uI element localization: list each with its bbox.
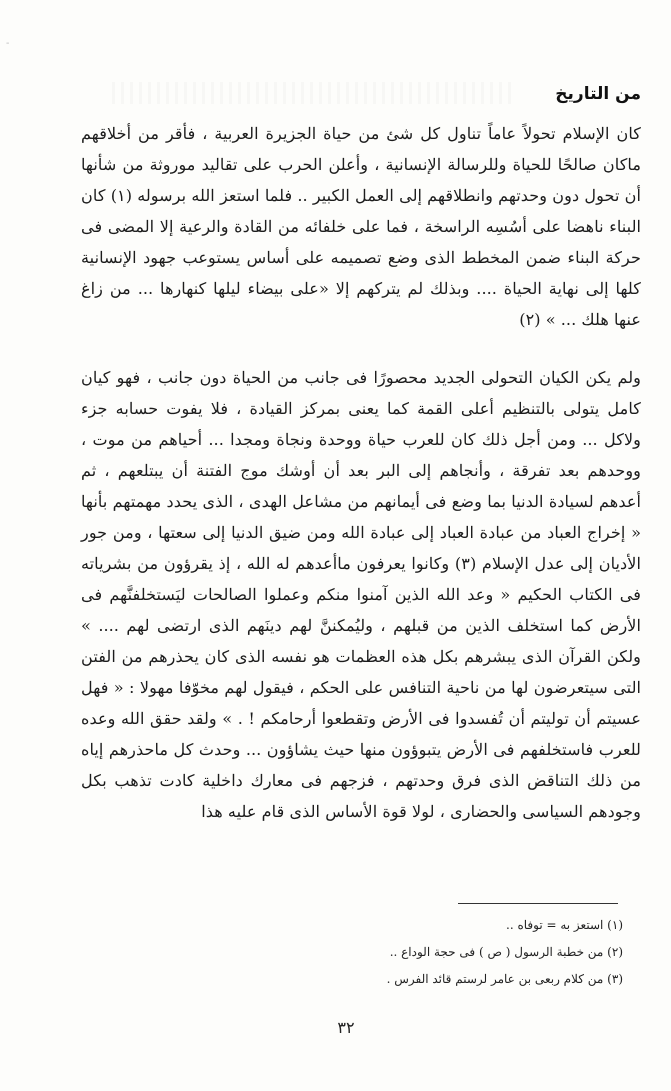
footnote-3: (٣) من كلام ربعى بن عامر لرستم قائد الفرس . bbox=[386, 972, 623, 986]
footnote-divider bbox=[458, 903, 618, 904]
footnote-1: (١) استعز به = توفاه .. bbox=[506, 918, 623, 932]
margin-mark: - bbox=[6, 38, 10, 49]
paragraph-1: كان الإسلام تحولاً عاماً تناول كل شئ من حياة الجزيرة العربية ، فأقر من أخلاقهم ماكان صالحًا للحياة وللرسالة الإنسانية ، وأعلن الحرب على تقاليد موروثة من شأنها أن تحول دون وحدتهم وانطلاقهم إلى العمل الكبير .. فلما استعز الله برسوله (١) كان البناء ناهضا على أسُسِه الراسخة ، فما على خلفائه من القادة والرعية إلا المضى فى حركة البناء ضمن المخطط الذى وضع تصميمه على أساس يستوعب جهود الإنسانية كلها إلى نهاية الحياة .... وبذلك لم يتركهم إلا «على بيضاء ليلها كنهارها ... من زاغ عنها هلك ... » (٢) bbox=[81, 124, 641, 329]
page-number: ٣٢ bbox=[337, 1018, 355, 1037]
section-heading: من التاريخ bbox=[555, 84, 641, 104]
paragraph-2: ولم يكن الكيان التحولى الجديد محصورًا فى جانب من الحياة دون جانب ، فهو كيان كامل يتولى بالتنظيم أعلى القمة كما يعنى بمركز القيادة ، فلا يفوت حسابه جزء ولاكل ... ومن أجل ذلك كان للعرب حياة ووحدة ونجاة ومجدا ... أحياهم من موت ، ووحدهم بعد تفرقة ، وأنجاهم إلى البر بعد أن أوشك موج الفتنة أن يبتلعهم ، ثم أعدهم لسيادة الدنيا بما وضع فى أيمانهم من مشاعل الهدى ، الذى يحدد مهمتهم بأنها « إخراج العباد من عبادة العباد إلى عبادة الله ومن ضيق الدنيا إلى سعتها ، ومن جور الأديان إلى عدل الإسلام (٣) وكانوا يعرفون ماأعدهم له الله ، إذ يقرؤون من بشرياته فى الكتاب الحكيم « وعد الله الذين آمنوا منكم وعملوا الصالحات ليَستخلفنَّهم فى الأرض كما استخلف الذين من قبلهم ، وليُمكننَّ لهم دينَهم الذى ارتضى لهم .... » ولكن القرآن الذى يبشرهم بكل هذه العظمات هو نفسه الذى كان يحذرهم من الفتن التى سيتعرضون لها من ناحية التنافس على الحكم ، فيقول لهم مخوّفا مهولا : « فهل عسيتم أن توليتم أن تُفسدوا فى الأرض وتقطعوا أرحامكم ! . » ولقد حقق الله وعده للعرب فاستخلفهم فى الأرض يتبوؤون منها حيث يشاؤون ... وحدث كل ماحذرهم إياه من ذلك التناقض الذى فرق وحدتهم ، فزجهم فى معارك داخلية كادت تذهب بكل وجودهم السياسى والحضارى ، لولا قوة الأساس الذى قام عليه هذا bbox=[81, 368, 641, 821]
footnotes bbox=[123, 912, 623, 993]
scan-noise bbox=[112, 82, 512, 104]
footnote-2: (٢) من خطبة الرسول ( ص ) فى حجة الوداع .. bbox=[389, 945, 623, 959]
